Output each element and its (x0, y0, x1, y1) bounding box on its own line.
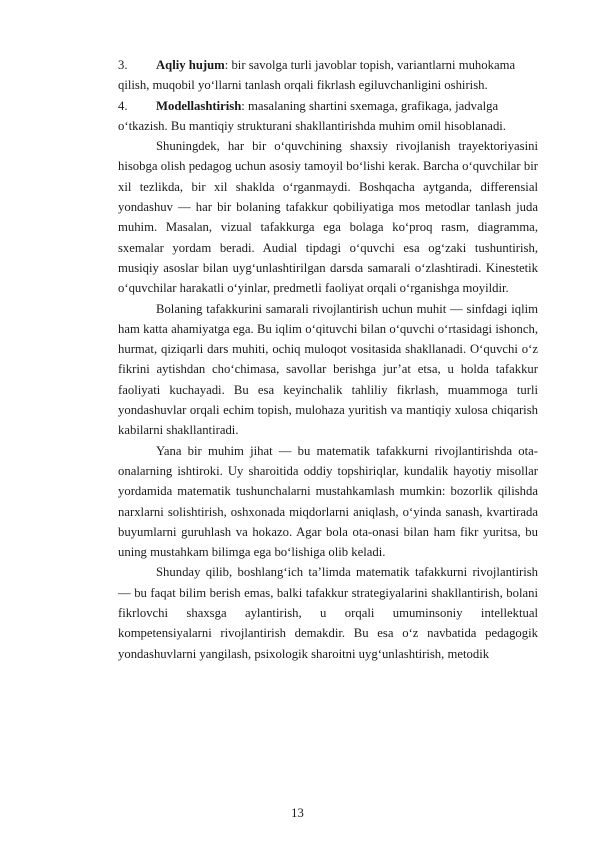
list-item-term: Modellashtirish (156, 98, 242, 113)
list-item-term: Aqliy hujum (156, 58, 225, 72)
list-item-text: : bir savolga turli javoblar topish, variantlarni muhokama (224, 58, 516, 72)
paragraph-conclusion: Shunday qilib, boshlang‘ich ta’limda matematik tafakkurni rivojlantirish — bu faqat bilim berish emas, balki tafakkur strategiyalarini shakllantirish, bolani fikrlovchi shaxsga aylantirish, u orqali umuminsoniy intellektual kompetensiyalarni rivojlantirish demakdir. Bu esa o‘z navbatida pedagogik yondashuvlarni yangilash, psixologik sharoitni uyg‘unlashtirish, metodik (118, 565, 538, 661)
paragraph-classroom-climate: Bolaning tafakkurini samarali rivojlantirish uchun muhit — sinfdagi iqlim ham katta ahamiyatga ega. Bu iqlim o‘qituvchi bilan o‘quvchi o‘rtasidagi ishonch, hurmat, qiziqarli dars muhiti, ochiq muloqot vositasida shakllanadi. O‘quvchi o‘z fikrini aytishdan cho‘chimasa, savollar berishga jur’at etsa, u holda tafakkur faoliyati kuchayadi. Bu esa keyinchalik tahliliy fikrlash, muammoga turli yondashuvlar orqali echim topish, mulohaza yuritish va mantiqiy xulosa chiqarish kabilarni shakllantiradi. (118, 301, 538, 438)
document-body (118, 55, 538, 664)
list-item-continuation: qilish, muqobil yo‘llarni tanlash orqali fikrlash egiluvchanligini oshirish. (118, 78, 488, 93)
list-item-number: 3. (118, 58, 128, 72)
list-item-4 (118, 96, 538, 137)
paragraph-parents-involvement: Yana bir muhim jihat — bu matematik tafakkurni rivojlantirishda ota-onalarning ishtiroki. Uy sharoitida oddiy topshiriqlar, kundalik hayotiy misollar yordamida matematik tushunchalarni mustahkamlash mumkin: bozorlik qilishda narxlarni solishtirish, oshxonada miqdorlarni aniqlash, o‘yinda sanash, kvartirada buyumlarni guruhlash va hokazo. Agar bola ota-onasi bilan ham fikr yuritsa, bu uning mustahkam bilimga ega bo‘lishiga olib keladi. (118, 443, 538, 560)
list-item-text: : masalaning shartini sxemaga, grafikaga, jadvalga (241, 98, 499, 113)
list-item-3 (118, 55, 538, 96)
paragraph-individual-trajectory: Shuningdek, har bir o‘quvchining shaxsiy rivojlanish trayektoriyasini hisobga olish pedagog uchun asosiy tamoyil bo‘lishi kerak. Barcha o‘quvchilar bir xil tezlikda, bir xil shaklda o‘rganmaydi. Boshqacha aytganda, differensial yondashuv — har bir bolaning tafakkur qobiliyatiga mos metodlar tanlash juda muhim. Masalan, vizual tafakkurga ega bolaga ko‘proq rasm, diagramma, sxemalar yordam beradi. Audial tipdagi o‘quvchi esa og‘zaki tushuntirish, musiqiy asoslar bilan uyg‘unlashtirilgan darsda samarali o‘zlashtiradi. Kinestetik o‘quvchilar harakatli o‘yinlar, predmetli faoliyat orqali o‘rganishga moyildir. (118, 139, 538, 296)
list-item-continuation: o‘tkazish. Bu mantiqiy strukturani shakllantirishda muhim omil hisoblanadi. (118, 118, 506, 133)
page-number: 13 (291, 806, 304, 820)
list-item-number: 4. (118, 98, 128, 113)
